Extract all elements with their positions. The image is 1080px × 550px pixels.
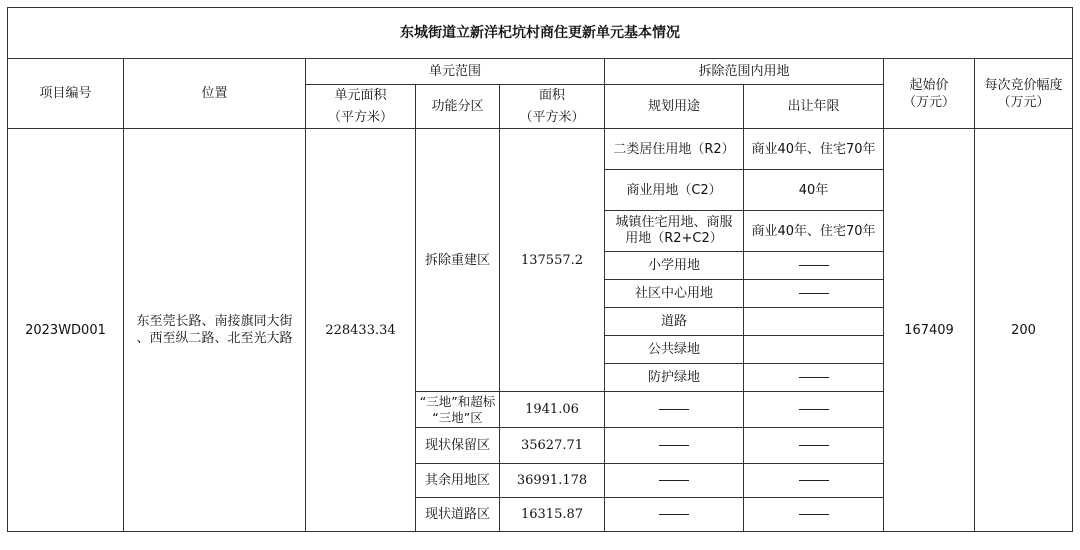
use-cell-line1: 城镇住宅用地、商服 <box>615 215 733 230</box>
project-location <box>124 129 306 532</box>
project-location-line2: 、西至纵二路、北至光大路 <box>136 331 293 346</box>
header-increment-line1: 每次竞价幅度 <box>984 77 1063 93</box>
use-cell: 小学用地 <box>605 252 744 280</box>
header-project-no: 项目编号 <box>8 59 124 129</box>
header-unit-scope: 单元范围 <box>306 59 605 85</box>
project-id: 2023WD001 <box>8 129 124 532</box>
dash-mark <box>799 265 829 266</box>
zone-name-demolition: 拆除重建区 <box>416 129 500 392</box>
table-title: 东城街道立新洋杞坑村商住更新单元基本情况 <box>8 8 1073 59</box>
header-unit-area-line2: （平方米） <box>306 107 416 129</box>
land-info-sheet <box>7 7 1073 532</box>
term-cell <box>744 252 884 280</box>
zone-name-retained: 现状保留区 <box>416 428 500 464</box>
project-location-line1: 东至莞长路、南接旗同大街 <box>136 314 293 329</box>
header-increment-line2: （万元） <box>997 94 1050 110</box>
dash-mark <box>799 514 829 515</box>
header-unit-area-line1: 单元面积 <box>306 85 416 107</box>
header-planned-use: 规划用途 <box>605 85 744 129</box>
header-start-price <box>884 59 975 129</box>
term-cell <box>744 498 884 532</box>
term-cell <box>744 336 884 364</box>
use-cell <box>605 428 744 464</box>
use-cell: 商业用地（C2） <box>605 170 744 211</box>
land-info-table <box>7 7 1073 532</box>
project-start-price: 167409 <box>884 129 975 532</box>
zone-area-demolition: 137557.2 <box>500 129 605 392</box>
use-cell <box>605 464 744 498</box>
dash-mark <box>799 480 829 481</box>
term-cell <box>744 364 884 392</box>
term-cell <box>744 280 884 308</box>
zone-area-other: 36991.178 <box>500 464 605 498</box>
zone-area-road: 16315.87 <box>500 498 605 532</box>
use-cell: 公共绿地 <box>605 336 744 364</box>
header-term: 出让年限 <box>744 85 884 129</box>
header-start-price-line2: （万元） <box>902 94 955 110</box>
zone-area-retained: 35627.71 <box>500 428 605 464</box>
zone-area-three-land: 1941.06 <box>500 392 605 428</box>
use-cell-line2: 用地（R2+C2） <box>625 231 723 246</box>
term-cell <box>744 392 884 428</box>
header-function-zone: 功能分区 <box>416 85 500 129</box>
project-unit-area: 228433.34 <box>306 129 416 532</box>
term-cell: 40年 <box>744 170 884 211</box>
dash-mark <box>799 409 829 410</box>
dash-mark <box>799 377 829 378</box>
header-area-line2: （平方米） <box>500 107 605 129</box>
zone-name-three-land-line1: “三地”和超标 <box>419 393 496 409</box>
header-area-line1: 面积 <box>500 85 605 107</box>
zone-name-road: 现状道路区 <box>416 498 500 532</box>
dash-mark <box>799 293 829 294</box>
dash-mark <box>659 445 689 446</box>
use-cell: 道路 <box>605 308 744 336</box>
header-start-price-line1: 起始价 <box>909 77 949 93</box>
dash-mark <box>799 445 829 446</box>
zone-name-three-land-line2: “三地”区 <box>432 409 483 425</box>
term-cell: 商业40年、住宅70年 <box>744 211 884 252</box>
dash-mark <box>659 480 689 481</box>
term-cell <box>744 428 884 464</box>
header-location: 位置 <box>124 59 306 129</box>
use-cell: 二类居住用地（R2） <box>605 129 744 170</box>
term-cell: 商业40年、住宅70年 <box>744 129 884 170</box>
use-cell <box>605 211 744 252</box>
dash-mark <box>659 409 689 410</box>
use-cell: 防护绿地 <box>605 364 744 392</box>
zone-name-three-land <box>416 392 500 428</box>
project-increment: 200 <box>975 129 1073 532</box>
use-cell <box>605 498 744 532</box>
header-demolition-land: 拆除范围内用地 <box>605 59 884 85</box>
use-cell: 社区中心用地 <box>605 280 744 308</box>
header-increment <box>975 59 1073 129</box>
term-cell <box>744 308 884 336</box>
term-cell <box>744 464 884 498</box>
dash-mark <box>659 514 689 515</box>
zone-name-other: 其余用地区 <box>416 464 500 498</box>
use-cell <box>605 392 744 428</box>
